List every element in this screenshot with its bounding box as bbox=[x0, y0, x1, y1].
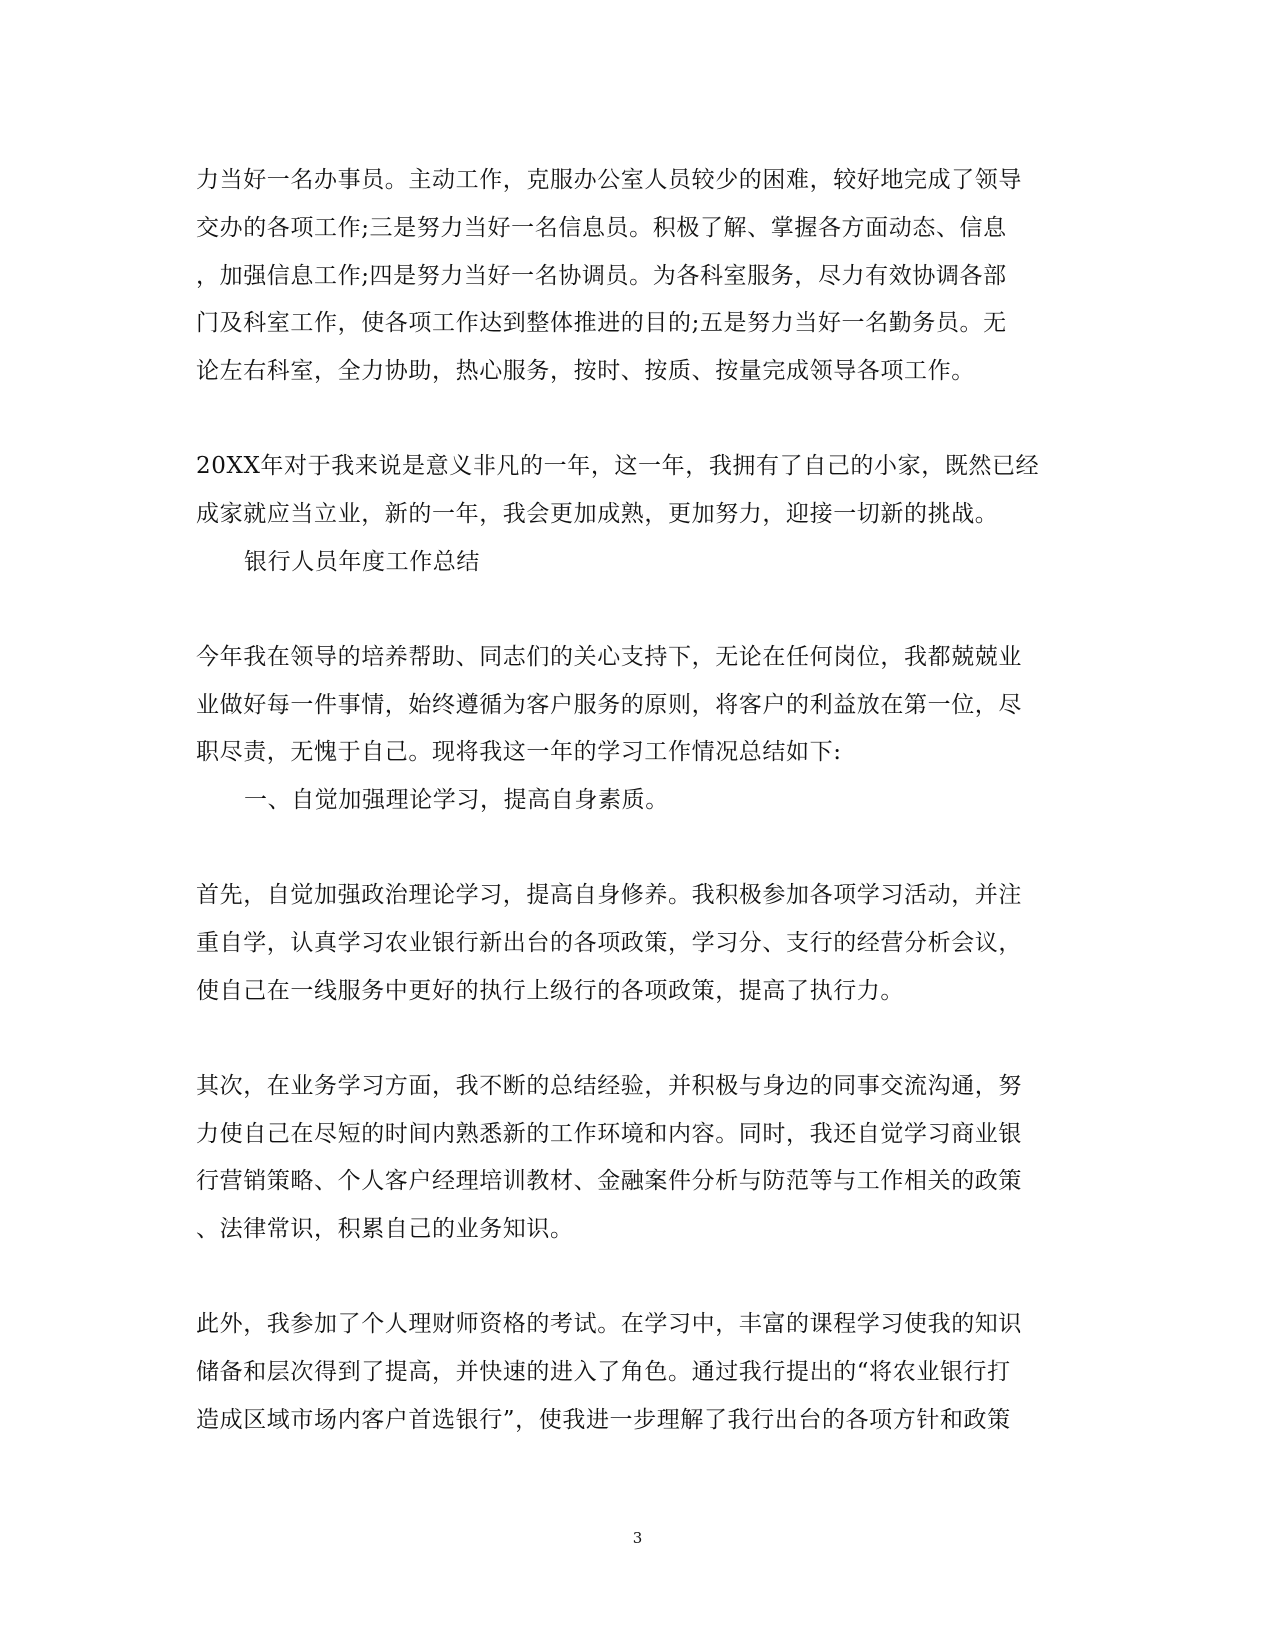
page-number: 3 bbox=[632, 1529, 643, 1547]
text-line: 20XX年对于我来说是意义非凡的一年，这一年，我拥有了自己的小家，既然已经 bbox=[196, 453, 1040, 479]
text-line: 储备和层次得到了提高，并快速的进入了角色。通过我行提出的“将农业银行打 bbox=[196, 1359, 1011, 1385]
text-line: 、法律常识，积累自己的业务知识。 bbox=[196, 1216, 574, 1242]
text-line: ，加强信息工作;四是努力当好一名协调员。为各科室服务，尽力有效协调各部 bbox=[196, 263, 1007, 289]
text-line: 首先，自觉加强政治理论学习，提高自身修养。我积极参加各项学习活动，并注 bbox=[196, 882, 1022, 908]
text-line: 重自学，认真学习农业银行新出台的各项政策，学习分、支行的经营分析会议， bbox=[196, 930, 1022, 956]
text-line: 论左右科室，全力协助，热心服务，按时、按质、按量完成领导各项工作。 bbox=[196, 358, 975, 384]
text-line: 使自己在一线服务中更好的执行上级行的各项政策，提高了执行力。 bbox=[196, 978, 904, 1004]
text-line: 今年我在领导的培养帮助、同志们的关心支持下，无论在任何岗位，我都兢兢业 bbox=[196, 644, 1022, 670]
text-line: 造成区域市场内客户首选银行”，使我进一步理解了我行出台的各项方针和政策 bbox=[196, 1407, 1011, 1433]
section-heading: 一、自觉加强理论学习，提高自身素质。 bbox=[244, 787, 669, 813]
text-line: 力当好一名办事员。主动工作，克服办公室人员较少的困难，较好地完成了领导 bbox=[196, 167, 1022, 193]
text-line: 门及科室工作，使各项工作达到整体推进的目的;五是努力当好一名勤务员。无 bbox=[196, 310, 1007, 336]
text-line: 业做好每一件事情，始终遵循为客户服务的原则，将客户的利益放在第一位，尽 bbox=[196, 692, 1022, 718]
text-line: 职尽责，无愧于自己。现将我这一年的学习工作情况总结如下: bbox=[196, 739, 842, 765]
text-line: 交办的各项工作;三是努力当好一名信息员。积极了解、掌握各方面动态、信息 bbox=[196, 215, 1007, 241]
text-line: 此外，我参加了个人理财师资格的考试。在学习中，丰富的课程学习使我的知识 bbox=[196, 1311, 1022, 1337]
text-line: 力使自己在尽短的时间内熟悉新的工作环境和内容。同时，我还自觉学习商业银 bbox=[196, 1121, 1022, 1147]
section-title: 银行人员年度工作总结 bbox=[244, 549, 480, 575]
text-line: 行营销策略、个人客户经理培训教材、金融案件分析与防范等与工作相关的政策 bbox=[196, 1168, 1022, 1194]
text-line: 其次，在业务学习方面，我不断的总结经验，并积极与身边的同事交流沟通，努 bbox=[196, 1073, 1022, 1099]
text-line: 成家就应当立业，新的一年，我会更加成熟，更加努力，迎接一切新的挑战。 bbox=[196, 501, 999, 527]
